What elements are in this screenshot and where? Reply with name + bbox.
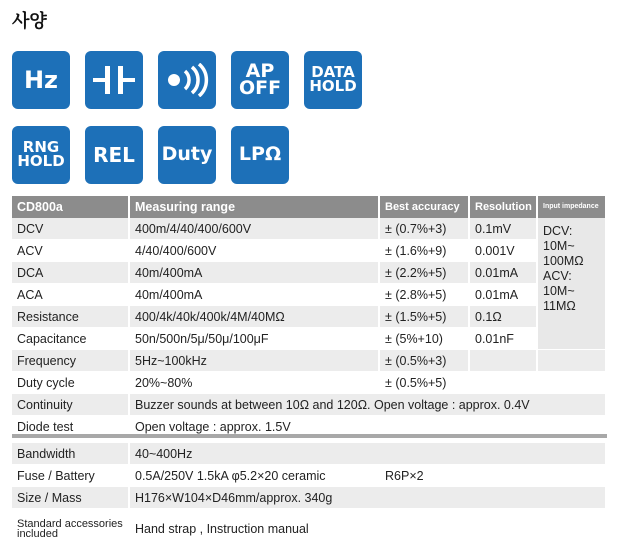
- range-header: Measuring range: [130, 196, 380, 218]
- table-row: Standard accessories included Hand strap , Instruction manual: [12, 509, 607, 550]
- relative-icon: REL: [85, 126, 143, 184]
- table-row: Diode test Open voltage : approx. 1.5V: [12, 416, 607, 438]
- model-header: CD800a: [12, 196, 130, 218]
- capacitance-function-icon: [85, 51, 143, 109]
- range-hold-icon: RNG HOLD: [12, 126, 70, 184]
- table-row: Frequency 5Hz~100kHz ± (0.5%+3): [12, 350, 607, 372]
- table-row: Duty cycle 20%~80% ± (0.5%+5): [12, 372, 607, 394]
- continuity-buzzer-icon: [158, 51, 216, 109]
- table-row: Continuity Buzzer sounds at between 10Ω and 120Ω. Open voltage : approx. 0.4V: [12, 394, 607, 416]
- table-row: Bandwidth 40~400Hz: [12, 443, 607, 465]
- impedance-header: Input impedance: [538, 196, 607, 218]
- function-icons: [12, 51, 372, 186]
- general-spec-table: [12, 443, 607, 550]
- spec-table: [12, 196, 607, 438]
- duty-icon: Duty: [158, 126, 216, 184]
- low-pass-filter-icon: LPΩ: [231, 126, 289, 184]
- table-row: ACV 4/40/400/600V ± (1.6%+9) 0.001V: [12, 240, 607, 262]
- table-row: Size / Mass H176×W104×D46mm/approx. 340g: [12, 487, 607, 509]
- table-row: Fuse / Battery 0.5A/250V 1.5kA φ5.2×20 ceramic R6P×2: [12, 465, 607, 487]
- data-hold-icon: DATA HOLD: [304, 51, 362, 109]
- section-divider: [12, 434, 607, 438]
- spec-header-row: [12, 196, 607, 218]
- page-title: 사양: [12, 11, 47, 32]
- table-row: Resistance 400/4k/40k/400k/4M/40MΩ ± (1.5%+5) 0.1Ω: [12, 306, 607, 328]
- auto-power-off-icon: AP OFF: [231, 51, 289, 109]
- accuracy-header: Best accuracy: [380, 196, 470, 218]
- table-row: DCA 40m/400mA ± (2.2%+5) 0.01mA: [12, 262, 607, 284]
- resolution-header: Resolution: [470, 196, 538, 218]
- impedance-cell: DCV: 10M~ 100MΩ ACV: 10M~ 11MΩ: [538, 218, 607, 350]
- table-row: Capacitance 50n/500n/5μ/50μ/100μF ± (5%+10) 0.01nF: [12, 328, 607, 350]
- table-row: ACA 40m/400mA ± (2.8%+5) 0.01mA: [12, 284, 607, 306]
- table-row: DCV 400m/4/40/400/600V ± (0.7%+3) 0.1mV DCV: 10M~ 100MΩ ACV: 10M~ 11MΩ: [12, 218, 607, 240]
- hz-function-icon: Hz: [12, 51, 70, 109]
